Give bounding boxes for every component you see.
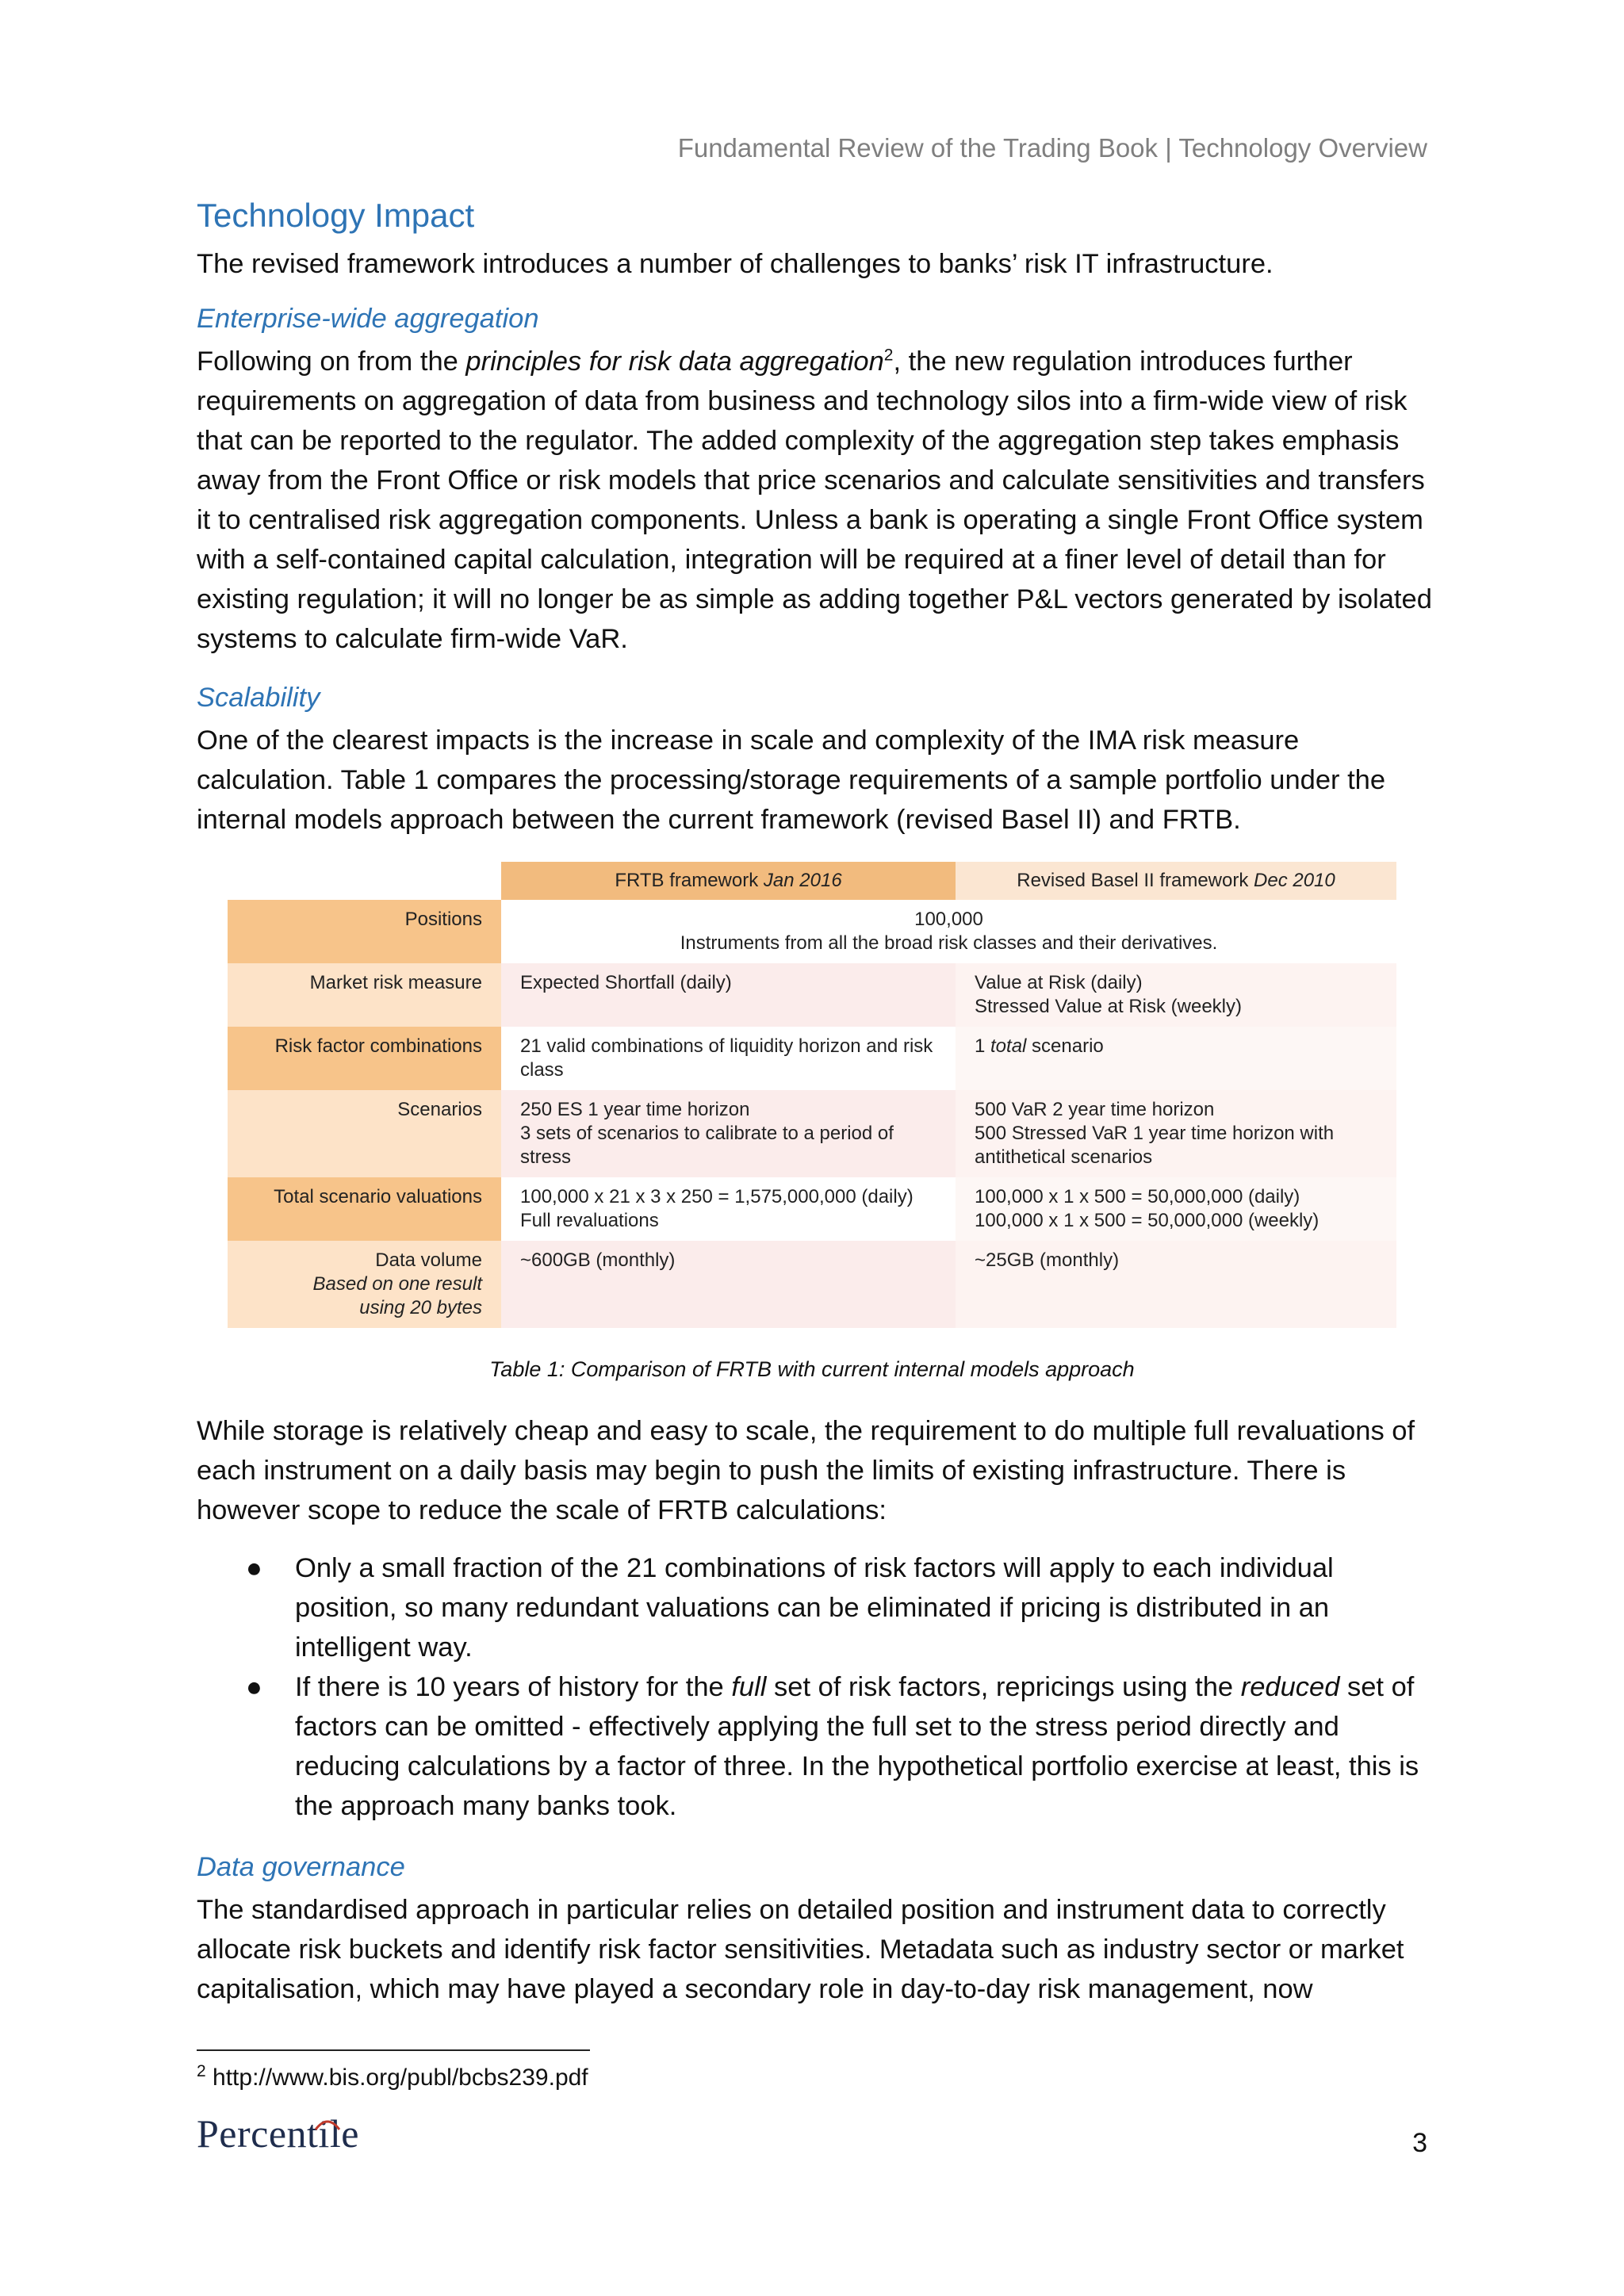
percentile-logo: Percentile (197, 2107, 371, 2160)
logo-arch-icon (197, 2107, 371, 2160)
row-label: Market risk measure (228, 963, 501, 1027)
basel-cell: 1 total scenario (956, 1027, 1396, 1090)
subheading-scalability: Scalability (197, 683, 320, 713)
list-item: ● Only a small fraction of the 21 combinations of risk factors will apply to each individual position, so many redundant valuations can be eliminated if pricing is distributed in an intelligent way. (197, 1548, 1434, 1667)
table-row-scenarios (228, 1090, 1396, 1177)
comparison-table (228, 862, 1396, 1328)
row-label: Positions (228, 900, 501, 963)
header-frtb: FRTB framework Jan 2016 (501, 862, 956, 900)
subheading-governance: Data governance (197, 1852, 405, 1882)
frtb-cell: 100,000 x 21 x 3 x 250 = 1,575,000,000 (daily) Full revaluations (501, 1177, 956, 1241)
footnote-marker: 2 (883, 346, 894, 365)
frtb-cell: Expected Shortfall (daily) (501, 963, 956, 1027)
section-intro: The revised framework introduces a number of challenges to banks’ risk IT infrastructure. (197, 249, 1274, 279)
footnote-divider (197, 2049, 590, 2051)
table-row-valuations (228, 1177, 1396, 1241)
basel-cell: Value at Risk (daily) Stressed Value at Risk (weekly) (956, 963, 1396, 1027)
list-item: ● If there is 10 years of history for the full set of risk factors, repricings using the reduced set of factors can be omitted - effectively applying the full set to the stress period directly and reducing calculations by a factor of three. In the hypothetical portfolio exercise at least, this is the approach many banks took. (197, 1667, 1434, 1826)
frtb-cell: 21 valid combinations of liquidity horizon and risk class (501, 1027, 956, 1090)
paragraph-scalability: One of the clearest impacts is the increase in scale and complexity of the IMA risk measure calculation. Table 1 compares the processing/storage requirements of a sample portfolio under the internal models approach between the current framework (revised Basel II) and FRTB. (197, 725, 1386, 835)
footnote-link[interactable]: http://www.bis.org/publ/bcbs239.pdf (213, 2064, 588, 2091)
paragraph-governance: The standardised approach in particular relies on detailed position and instrument data to correctly allocate risk buckets and identify risk factor sensitivities. Metadata such as industry sector or market capitalisation, which may have played a secondary role in day-to-day risk management, now (197, 1895, 1404, 2004)
basel-cell: 500 VaR 2 year time horizon 500 Stressed VaR 1 year time horizon with antithetical scenarios (956, 1090, 1396, 1177)
table-row-volume (228, 1241, 1396, 1328)
basel-cell: 100,000 x 1 x 500 = 50,000,000 (daily) 100,000 x 1 x 500 = 50,000,000 (weekly) (956, 1177, 1396, 1241)
subheading-aggregation: Enterprise-wide aggregation (197, 304, 539, 334)
header-blank-cell (228, 862, 501, 900)
paragraph-aggregation: Following on from the principles for risk data aggregation$^2$, the new regulation introduces further requirements on aggregation of data from business and technology silos into a firm-wide view of risk that can be reported to the regulator. The added complexity of the aggregation step takes emphasis away from the Front Office or risk models that price scenarios and calculate sensitivities and transfers it to centralised risk aggregation components. Unless a bank is operating a single Front Office system with a self-contained capital calculation, integration will be required at a finer level of detail than for existing regulation; it will no longer be as simple as adding together P&L vectors generated by isolated systems to calculate firm-wide VaR. (197, 346, 1432, 654)
bullet-list (197, 1548, 1434, 1826)
section-title: Technology Impact (197, 197, 475, 234)
bullet-dot-icon: ● (246, 1553, 262, 1583)
table-row-combinations (228, 1027, 1396, 1090)
basel-cell: ~25GB (monthly) (956, 1241, 1396, 1328)
paragraph-storage: While storage is relatively cheap and easy to scale, the requirement to do multiple full revaluations of each instrument on a daily basis may begin to push the limits of existing infrastructure. There is however scope to reduce the scale of FRTB calculations: (197, 1416, 1415, 1525)
header-basel: Revised Basel II framework Dec 2010 (956, 862, 1396, 900)
principles-reference: principles for risk data aggregation (465, 346, 884, 377)
table-row-positions (228, 900, 1396, 963)
row-label: Risk factor combinations (228, 1027, 501, 1090)
table-row-measure (228, 963, 1396, 1027)
positions-cell: 100,000 Instruments from all the broad risk classes and their derivatives. (501, 900, 1396, 963)
row-label: Total scenario valuations (228, 1177, 501, 1241)
footnote: $^2$ http://www.bis.org/publ/bcbs239.pdf (197, 2062, 588, 2091)
bullet-dot-icon: ● (246, 1672, 262, 1702)
table-caption: Table 1: Comparison of FRTB with current internal models approach (489, 1357, 1135, 1381)
row-label: Data volume Based on one result using 20 bytes (228, 1241, 501, 1328)
frtb-cell: 250 ES 1 year time horizon 3 sets of scenarios to calibrate to a period of stress (501, 1090, 956, 1177)
frtb-cell: ~600GB (monthly) (501, 1241, 956, 1328)
page-number: 3 (1412, 2128, 1427, 2158)
running-header: Fundamental Review of the Trading Book | Technology Overview (677, 133, 1427, 163)
row-label: Scenarios (228, 1090, 501, 1177)
table-header-row (228, 862, 1396, 900)
